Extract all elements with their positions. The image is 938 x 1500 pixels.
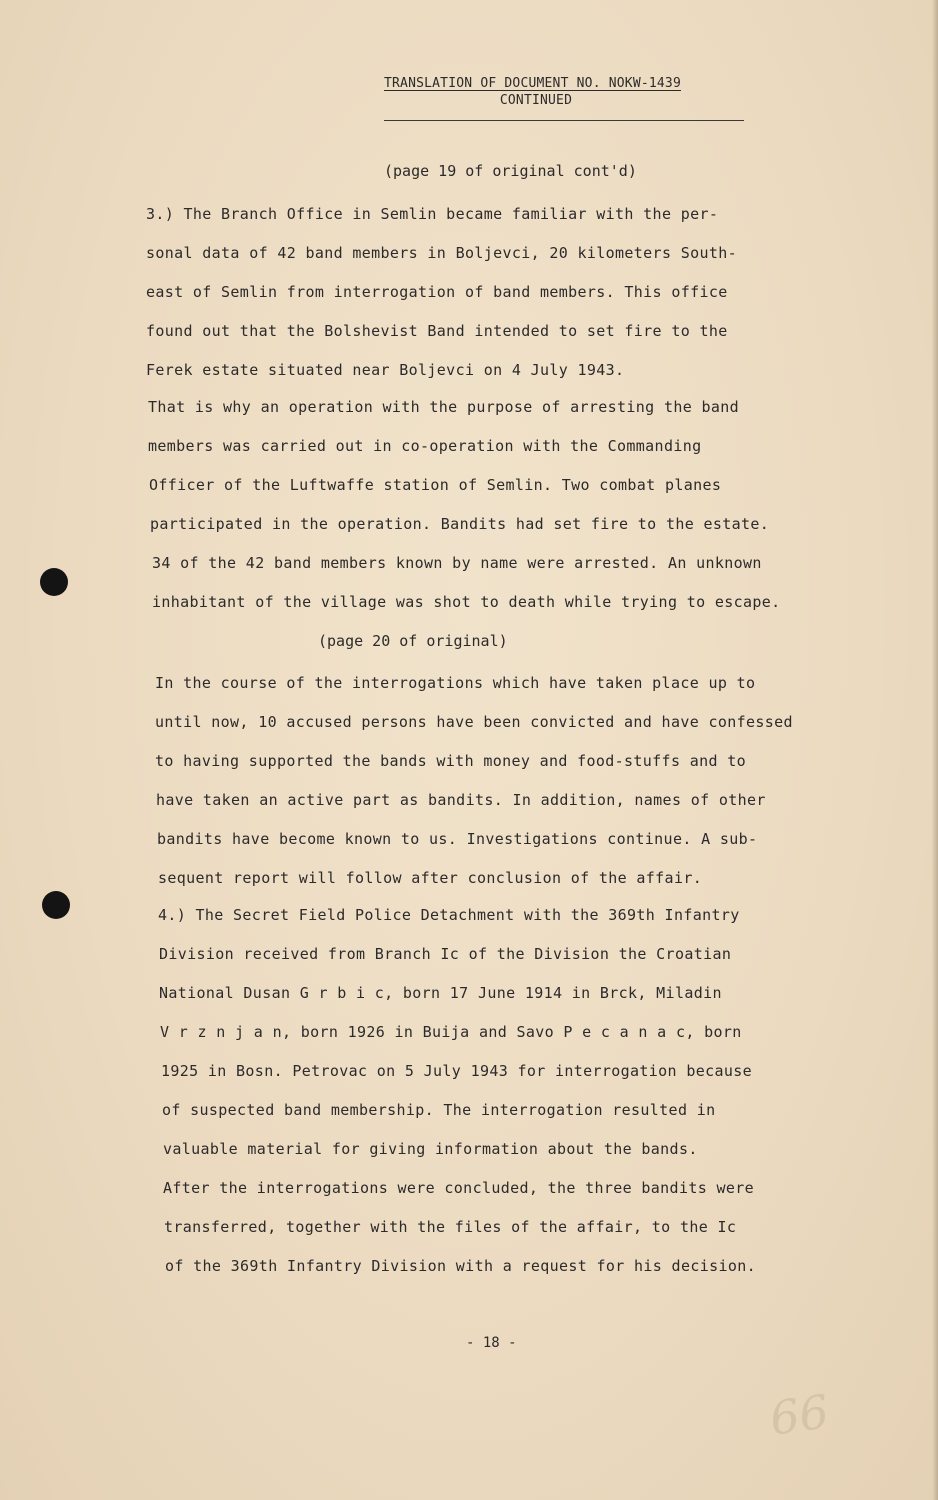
header-subtitle: CONTINUED [499,93,573,108]
punch-hole-lower [42,891,70,919]
handwritten-mark: 66 [766,1384,833,1446]
text-line: In the course of the interrogations which have taken place up to [155,674,756,692]
page-number: - 18 - [466,1335,517,1351]
header-title: TRANSLATION OF DOCUMENT NO. NOKW-1439 [384,76,681,91]
text-line: National Dusan G r b i c, born 17 June 1914 in Brck, Miladin [159,984,722,1002]
text-line: east of Semlin from interrogation of band members. This office [146,283,728,301]
punch-hole-upper [40,568,68,596]
text-line: Ferek estate situated near Boljevci on 4 July 1943. [146,361,625,379]
text-line: Officer of the Luftwaffe station of Semlin. Two combat planes [149,476,722,494]
text-line: That is why an operation with the purpose of arresting the band [148,398,739,416]
text-line: inhabitant of the village was shot to death while trying to escape. [152,593,781,611]
text-line: 3.) The Branch Office in Semlin became familiar with the per- [146,205,719,223]
text-line: After the interrogations were concluded, the three bandits were [163,1179,754,1197]
text-line: members was carried out in co-operation with the Commanding [148,437,702,455]
text-line: sonal data of 42 band members in Boljevci, 20 kilometers South- [146,244,737,262]
text-line: have taken an active part as bandits. In addition, names of other [156,791,766,809]
text-line: to having supported the bands with money and food-stuffs and to [155,752,746,770]
text-line: participated in the operation. Bandits had set fire to the estate. [150,515,770,533]
text-line: sequent report will follow after conclusion of the affair. [158,869,703,887]
page-edge [932,0,938,1500]
text-line: of the 369th Infantry Division with a request for his decision. [165,1257,756,1275]
text-line: 1925 in Bosn. Petrovac on 5 July 1943 for interrogation because [161,1062,752,1080]
text-line: of suspected band membership. The interrogation resulted in [162,1101,716,1119]
text-line: until now, 10 accused persons have been convicted and have confessed [155,713,793,731]
text-line: 4.) The Secret Field Police Detachment with the 369th Infantry [158,906,740,924]
page-marker-20: (page 20 of original) [318,632,508,650]
text-line: transferred, together with the files of the affair, to the Ic [164,1218,737,1236]
document-header [384,76,744,108]
text-line: bandits have become known to us. Investigations continue. A sub- [157,830,758,848]
text-line: 34 of the 42 band members known by name were arrested. An unknown [152,554,762,572]
text-line: valuable material for giving information about the bands. [163,1140,698,1158]
text-line: Division received from Branch Ic of the Division the Croatian [159,945,732,963]
text-line: found out that the Bolshevist Band intended to set fire to the [146,322,728,340]
header-rule [384,120,744,121]
text-line: V r z n j a n, born 1926 in Buija and Savo P e c a n a c, born [160,1023,742,1041]
page-marker-19: (page 19 of original cont'd) [384,162,637,180]
